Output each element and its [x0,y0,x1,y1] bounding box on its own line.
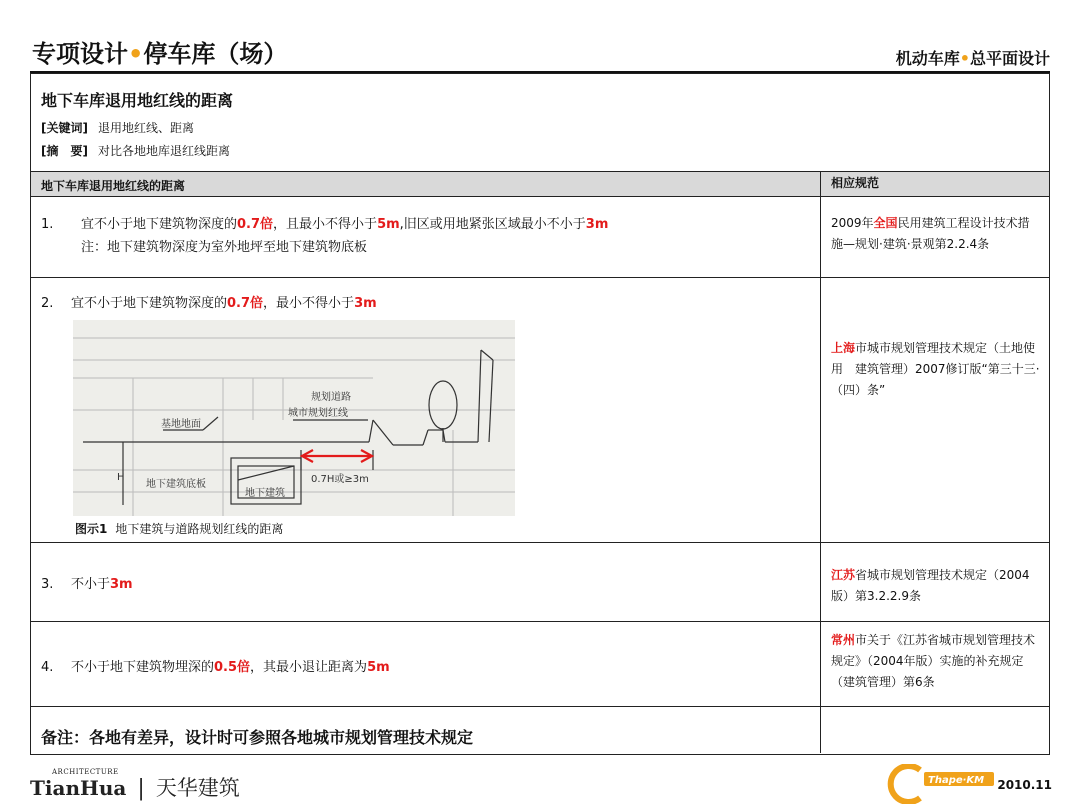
keywords-line [41,119,194,136]
table-row [31,197,1049,278]
content-frame [30,73,1050,755]
logo-small-text: ARCHITECTURE [52,768,119,776]
page-title [32,34,287,69]
row-text: ，其最小退让距离为 [250,660,368,675]
label-building: 地下建筑 [245,488,285,499]
label-road: 规划道路 [311,392,351,403]
region-highlight: 全国 [873,216,898,230]
row-3-text [41,573,133,592]
thape-km-logo [880,764,1000,804]
row-text: ，最小不得小于 [263,296,355,311]
highlight-value: 0.7倍 [227,296,264,311]
row-text: 宜不小于地下建筑物深度的 [81,217,238,232]
label-base: 地下建筑底板 [146,479,206,490]
row-number: 2. [41,296,54,311]
col-header-distance: 地下车库退用地红线的距离 [41,179,186,193]
row-1-text [41,213,608,255]
figure-caption-label: 图示1 [75,522,108,536]
row-2-regulation [831,338,1041,401]
label-ground: 基地地面 [161,419,201,430]
row-number: 4. [41,660,54,675]
row-2-text [41,292,377,311]
row-4-text [41,656,390,675]
regulation-text: 2009年 [831,216,874,230]
title-part1: 专项设计 [32,40,128,68]
date-label: 2010.11 [997,778,1052,792]
label-h: H [117,472,125,483]
remark-text: 备注：各地有差异，设计时可参照各地城市规划管理技术规定 [41,728,474,747]
region-highlight: 江苏 [831,568,856,582]
logo-text: TianHua [30,776,127,800]
regulation-text: 民用建筑工程设计技术措施—规划·建筑·景观第2.2.4条 [831,216,1030,251]
highlight-value: 0.7倍 [237,217,274,232]
remark-row [31,707,1049,753]
highlight-value: 5m [367,660,390,675]
regulation-text: 市关于《江苏省城市规划管理技术规定》（2004年版）实施的补充规定（建筑管理）第6条 [831,633,1036,689]
row-1-regulation [831,213,1041,255]
highlight-value: 3m [110,577,133,592]
label-redline: 城市规划红线 [288,408,348,419]
setback-diagram [73,320,515,516]
section-title-dot: • [959,49,970,68]
row-text: 不小于地下建筑物埋深的 [71,660,215,675]
row-number: 3. [41,577,54,592]
row-text: 不小于 [71,577,111,592]
tianhua-logo [30,768,240,802]
table-header-row [31,172,1049,197]
row-note: 注：地下建筑物深度为室外地坪至地下建筑物底板 [81,240,368,255]
row-number: 1. [41,217,54,232]
table-row [31,622,1049,707]
title-dot: • [128,40,144,68]
section-title-part2: 总平面设计 [969,49,1050,68]
row-text: ,旧区或用地紧张区域最小不小于 [399,217,586,232]
highlight-value: 0.5倍 [214,660,251,675]
logo-separator: | [137,776,145,801]
doc-summary [31,74,1049,172]
figure-caption [75,520,283,537]
row-3-regulation [831,565,1041,607]
doc-title: 地下车库退用地红线的距离 [41,91,234,110]
regulation-text: 省城市规划管理技术规定（2004版）第3.2.2.9条 [831,568,1030,603]
row-text: 宜不小于地下建筑物深度的 [71,296,228,311]
abstract-line [41,142,230,159]
figure-caption-text: 地下建筑与道路规划红线的距离 [115,522,284,536]
label-distance: 0.7H或≥3m [311,474,369,485]
title-part2: 停车库（场） [143,40,288,68]
highlight-value: 3m [585,217,609,232]
section-title [896,46,1050,69]
table-row [31,543,1049,622]
row-text: ，且最小不得小于 [273,217,378,232]
table-row [31,278,1049,543]
logo-cn-text: 天华建筑 [155,776,240,800]
region-highlight: 上海 [831,341,856,355]
region-highlight: 常州 [831,633,856,647]
highlight-value: 5m [377,217,400,232]
brand-text: Thape·KM [928,775,985,786]
highlight-value: 3m [354,296,377,311]
abstract-label: [摘 要] [41,144,88,158]
section-title-part1: 机动车库 [895,49,960,68]
row-4-regulation [831,630,1041,693]
regulation-text: 市城市规划管理技术规定（土地使用 建筑管理）2007修订版“第三十三·（四）条” [831,341,1040,397]
keywords-value: 退用地红线、距离 [97,121,194,135]
abstract-value: 对比各地地库退红线距离 [97,144,230,158]
keywords-label: [关键词] [41,121,88,135]
col-header-regulation: 相应规范 [831,176,880,190]
